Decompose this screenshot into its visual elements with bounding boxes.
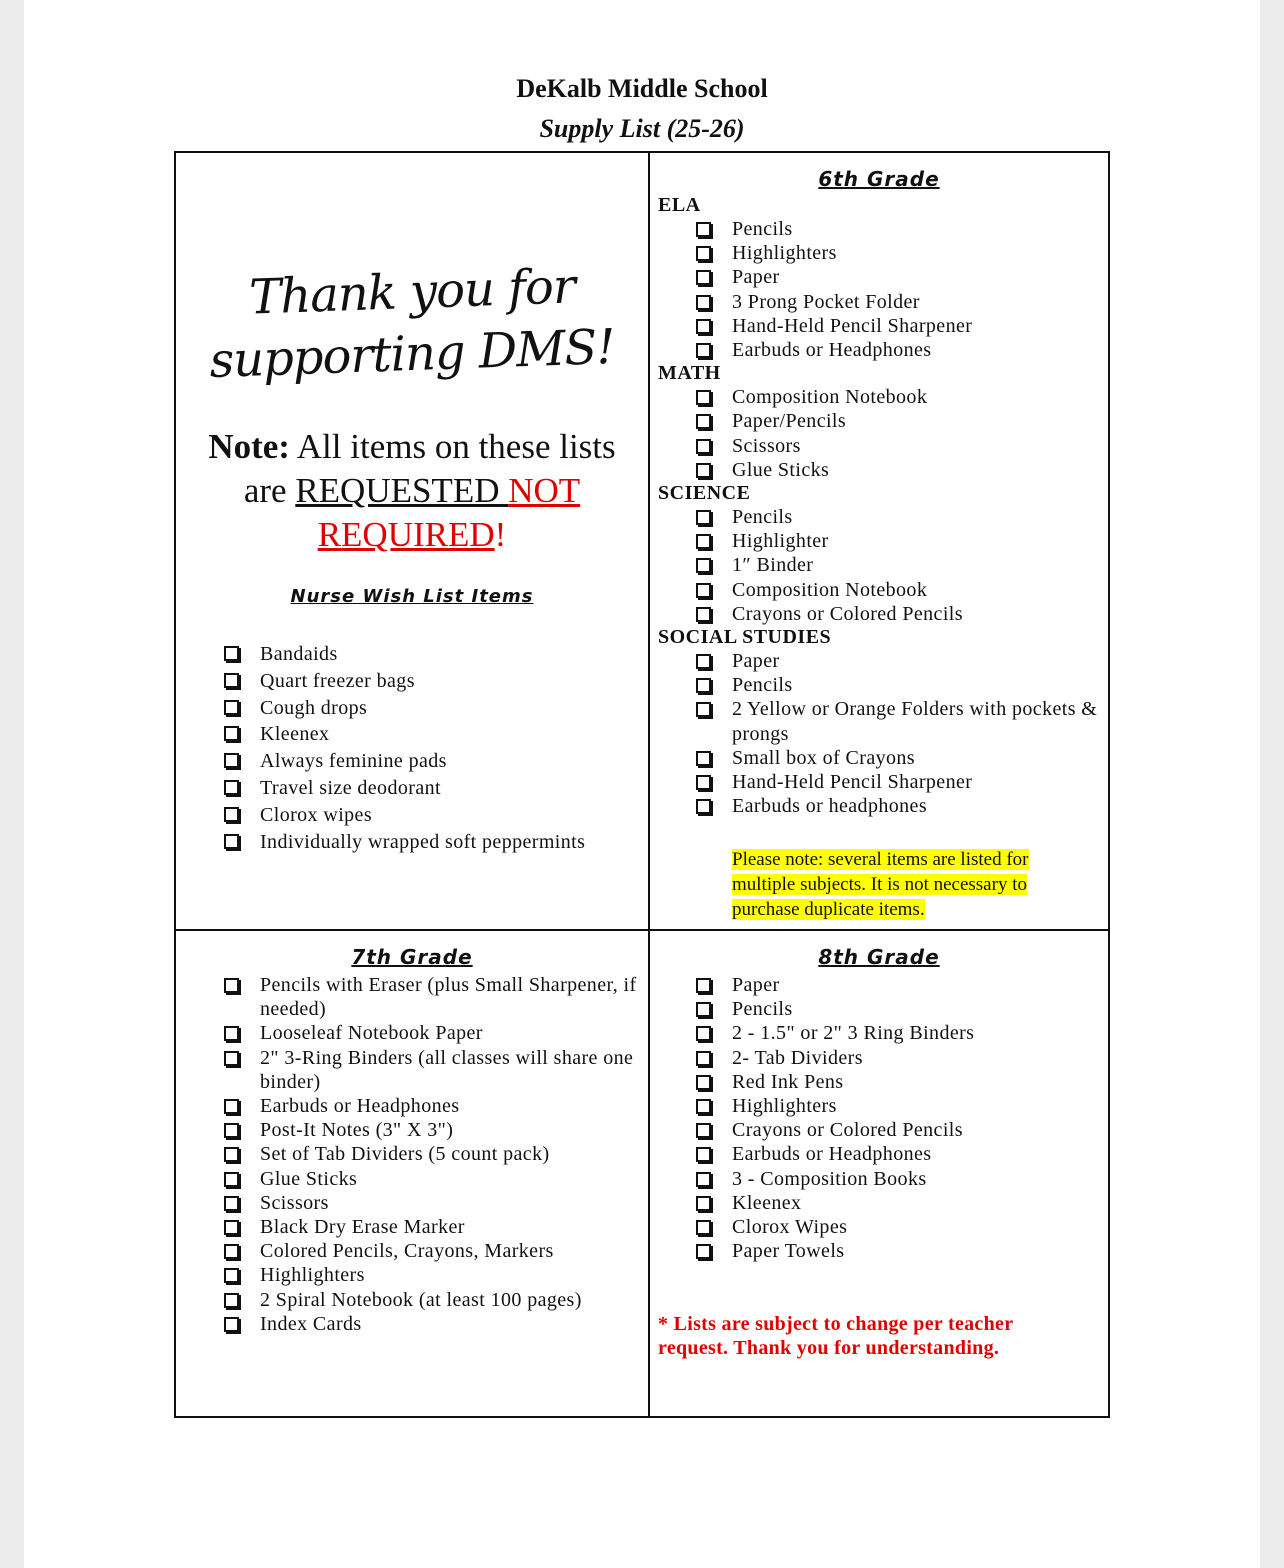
grade-6-heading: 6th Grade bbox=[818, 167, 940, 191]
list-item-label: Highlighters bbox=[260, 1264, 365, 1287]
checkbox-icon bbox=[696, 678, 711, 693]
list-item-label: Looseleaf Notebook Paper bbox=[260, 1022, 483, 1045]
checkbox-icon bbox=[696, 390, 711, 405]
science-list bbox=[696, 505, 1098, 626]
checkbox-icon bbox=[224, 1123, 239, 1138]
list-item bbox=[224, 721, 634, 748]
note-not: NOT bbox=[508, 471, 581, 510]
grade-7-heading: 7th Grade bbox=[351, 945, 473, 969]
list-item bbox=[696, 770, 1098, 794]
list-item-label: Colored Pencils, Crayons, Markers bbox=[260, 1240, 554, 1263]
list-item-label: Highlighters bbox=[732, 242, 837, 265]
list-item-label: Scissors bbox=[732, 434, 801, 457]
list-item bbox=[696, 505, 1098, 529]
list-item bbox=[696, 553, 1098, 577]
checkbox-icon bbox=[696, 702, 711, 717]
checkbox-icon bbox=[696, 583, 711, 598]
list-item-label: Index Cards bbox=[260, 1312, 362, 1335]
social-studies-list bbox=[696, 649, 1098, 818]
checkbox-icon bbox=[224, 834, 239, 849]
grade-8-list bbox=[696, 973, 1096, 1263]
checkbox-icon bbox=[696, 343, 711, 358]
list-item-label: Clorox wipes bbox=[260, 803, 373, 826]
list-item bbox=[224, 1215, 638, 1239]
checkbox-icon bbox=[224, 673, 239, 688]
list-item-label: Crayons or Colored Pencils bbox=[732, 602, 963, 625]
checkbox-icon bbox=[224, 1220, 239, 1235]
list-item bbox=[696, 602, 1098, 626]
list-item bbox=[224, 1239, 638, 1263]
please-note-box bbox=[732, 847, 1092, 922]
list-item bbox=[224, 1312, 638, 1336]
list-item-label: Glue Sticks bbox=[260, 1167, 358, 1190]
list-item-label: Composition Notebook bbox=[732, 578, 928, 601]
list-item-label: 3 - Composition Books bbox=[732, 1167, 927, 1190]
checkbox-icon bbox=[696, 799, 711, 814]
list-item bbox=[224, 1191, 638, 1215]
checkbox-icon bbox=[224, 1026, 239, 1041]
list-item bbox=[224, 1021, 638, 1045]
checkbox-icon bbox=[224, 700, 239, 715]
list-item bbox=[696, 529, 1098, 553]
checkbox-icon bbox=[696, 1026, 711, 1041]
list-item-label: Pencils bbox=[732, 998, 793, 1021]
checkbox-icon bbox=[696, 654, 711, 669]
list-item bbox=[696, 973, 1096, 997]
list-item bbox=[696, 338, 1098, 362]
list-item bbox=[696, 314, 1098, 338]
checkbox-icon bbox=[696, 414, 711, 429]
checkbox-icon bbox=[696, 775, 711, 790]
supply-table bbox=[174, 151, 1110, 1418]
checkbox-icon bbox=[224, 1147, 239, 1162]
checkbox-icon bbox=[224, 780, 239, 795]
list-item-label: Travel size deodorant bbox=[260, 776, 441, 799]
note-block bbox=[186, 425, 638, 557]
list-item-label: Paper bbox=[732, 266, 780, 289]
list-item-label: Highlighter bbox=[732, 530, 829, 553]
checkbox-icon bbox=[224, 1244, 239, 1259]
list-item bbox=[224, 829, 634, 856]
checkbox-icon bbox=[696, 270, 711, 285]
list-item bbox=[224, 1263, 638, 1287]
list-item bbox=[696, 1239, 1096, 1263]
list-item-label: Paper bbox=[732, 650, 780, 673]
ela-list bbox=[696, 217, 1098, 362]
checkbox-icon bbox=[696, 607, 711, 622]
please-note-text: Please note: several items are listed for multiple subjects. It is not necessary to purchase duplicate items. bbox=[732, 849, 1029, 920]
note-exclamation: ! bbox=[494, 515, 507, 554]
checkbox-icon bbox=[224, 1293, 239, 1308]
list-item bbox=[696, 1118, 1096, 1142]
checkbox-icon bbox=[696, 246, 711, 261]
list-item-label: Hand-Held Pencil Sharpener bbox=[732, 314, 973, 337]
list-item bbox=[696, 1191, 1096, 1215]
list-item-label: Earbuds or Headphones bbox=[732, 339, 932, 362]
list-item bbox=[224, 973, 638, 1021]
list-item bbox=[696, 746, 1098, 770]
list-item-label: Always feminine pads bbox=[260, 750, 447, 773]
list-item bbox=[696, 578, 1098, 602]
school-title: DeKalb Middle School bbox=[516, 74, 768, 103]
checkbox-icon bbox=[224, 1099, 239, 1114]
math-list bbox=[696, 385, 1098, 482]
list-item bbox=[224, 1167, 638, 1191]
list-item-label: Kleenex bbox=[260, 723, 330, 746]
checkbox-icon bbox=[696, 1147, 711, 1162]
checkbox-icon bbox=[224, 1172, 239, 1187]
list-item-label: Cough drops bbox=[260, 696, 368, 719]
nurse-wish-list-heading: Nurse Wish List Items bbox=[290, 586, 534, 607]
list-item-label: 2- Tab Dividers bbox=[732, 1046, 863, 1069]
social-studies-label: SOCIAL STUDIES bbox=[658, 626, 832, 649]
list-item-label: Red Ink Pens bbox=[732, 1070, 844, 1093]
checkbox-icon bbox=[696, 978, 711, 993]
list-item bbox=[224, 775, 634, 802]
list-item-label: 2" 3-Ring Binders (all classes will share one binder) bbox=[260, 1046, 634, 1093]
checkbox-icon bbox=[696, 1244, 711, 1259]
checkbox-icon bbox=[696, 751, 711, 766]
table-horizontal-divider bbox=[176, 929, 1108, 931]
nurse-wish-list bbox=[224, 641, 634, 855]
science-label: SCIENCE bbox=[658, 482, 751, 505]
list-item-label: Bandaids bbox=[260, 643, 338, 665]
list-item bbox=[224, 1288, 638, 1312]
list-item-label: Paper Towels bbox=[732, 1240, 845, 1263]
list-item bbox=[696, 265, 1098, 289]
list-item-label: Black Dry Erase Marker bbox=[260, 1216, 465, 1239]
note-required: REQUIRED bbox=[317, 515, 495, 554]
checkbox-icon bbox=[696, 1051, 711, 1066]
list-item bbox=[696, 217, 1098, 241]
supply-list-subtitle: Supply List (25-26) bbox=[539, 114, 745, 143]
disclaimer-text: * Lists are subject to change per teacher request. Thank you for understanding. bbox=[658, 1313, 1014, 1359]
list-item-label: Small box of Crayons bbox=[732, 746, 915, 769]
checkbox-icon bbox=[696, 1099, 711, 1114]
list-item-label: 2 Yellow or Orange Folders with pockets & prongs bbox=[732, 698, 1098, 745]
list-item bbox=[224, 802, 634, 829]
checkbox-icon bbox=[696, 295, 711, 310]
list-item bbox=[696, 409, 1098, 433]
list-item-label: Individually wrapped soft peppermints bbox=[260, 830, 586, 853]
list-item-label: Kleenex bbox=[732, 1191, 802, 1214]
thank-you-message bbox=[196, 258, 628, 390]
list-item bbox=[224, 1094, 638, 1118]
list-item-label: Earbuds or Headphones bbox=[260, 1095, 460, 1118]
list-item bbox=[696, 1046, 1096, 1070]
list-item-label: Quart freezer bags bbox=[260, 669, 415, 692]
list-item-label: Earbuds or headphones bbox=[732, 795, 928, 818]
list-item bbox=[224, 1046, 638, 1094]
list-item-label: Set of Tab Dividers (5 count pack) bbox=[260, 1143, 550, 1166]
grade-7-list bbox=[224, 973, 638, 1336]
grade-6-lists bbox=[658, 194, 1098, 818]
checkbox-icon bbox=[224, 646, 239, 661]
list-item-label: 1″ Binder bbox=[732, 554, 814, 577]
list-item-label: Paper bbox=[732, 974, 780, 996]
list-item-label: Pencils bbox=[732, 674, 793, 697]
list-item bbox=[696, 458, 1098, 482]
list-item bbox=[696, 241, 1098, 265]
list-item bbox=[696, 385, 1098, 409]
list-item bbox=[224, 1118, 638, 1142]
note-are: are bbox=[243, 471, 296, 510]
checkbox-icon bbox=[696, 558, 711, 573]
list-item bbox=[696, 290, 1098, 314]
thank-you-line-1: Thank you for bbox=[248, 258, 576, 326]
list-item-label: Clorox Wipes bbox=[732, 1216, 848, 1239]
list-item bbox=[224, 748, 634, 775]
checkbox-icon bbox=[696, 510, 711, 525]
list-item bbox=[696, 673, 1098, 697]
checkbox-icon bbox=[224, 1196, 239, 1211]
checkbox-icon bbox=[224, 753, 239, 768]
list-item-label: Pencils bbox=[732, 218, 793, 240]
list-item bbox=[224, 1142, 638, 1166]
list-item bbox=[696, 1021, 1096, 1045]
list-item-label: Hand-Held Pencil Sharpener bbox=[732, 771, 973, 794]
list-item-label: Earbuds or Headphones bbox=[732, 1143, 932, 1166]
list-item-label: Paper/Pencils bbox=[732, 410, 847, 433]
checkbox-icon bbox=[696, 1172, 711, 1187]
grade-8-heading: 8th Grade bbox=[818, 945, 940, 969]
math-label: MATH bbox=[658, 362, 721, 385]
list-item-label: 3 Prong Pocket Folder bbox=[732, 290, 920, 313]
checkbox-icon bbox=[696, 439, 711, 454]
checkbox-icon bbox=[696, 222, 711, 237]
thank-you-line-2: supporting DMS! bbox=[208, 318, 616, 390]
list-item-label: Scissors bbox=[260, 1191, 329, 1214]
ela-label: ELA bbox=[658, 194, 701, 216]
note-requested: REQUESTED bbox=[295, 471, 500, 510]
checkbox-icon bbox=[224, 978, 239, 993]
checkbox-icon bbox=[224, 1317, 239, 1332]
list-item bbox=[696, 794, 1098, 818]
checkbox-icon bbox=[224, 726, 239, 741]
checkbox-icon bbox=[696, 319, 711, 334]
list-item-label: 2 Spiral Notebook (at least 100 pages) bbox=[260, 1288, 582, 1311]
note-text: All items on these lists bbox=[289, 427, 616, 466]
checkbox-icon bbox=[696, 463, 711, 478]
list-item bbox=[696, 697, 1098, 745]
table-vertical-divider bbox=[648, 153, 650, 1416]
note-label: Note: bbox=[208, 427, 290, 466]
checkbox-icon bbox=[224, 1051, 239, 1066]
list-item-label: Pencils with Eraser (plus Small Sharpener, if needed) bbox=[260, 974, 637, 1021]
list-item bbox=[224, 641, 634, 668]
list-item bbox=[696, 1167, 1096, 1191]
checkbox-icon bbox=[696, 1075, 711, 1090]
list-item bbox=[696, 1142, 1096, 1166]
checkbox-icon bbox=[696, 1220, 711, 1235]
list-item-label: Crayons or Colored Pencils bbox=[732, 1119, 963, 1142]
list-item bbox=[224, 668, 634, 695]
list-item bbox=[696, 1070, 1096, 1094]
list-item-label: Composition Notebook bbox=[732, 386, 928, 409]
list-item bbox=[696, 1094, 1096, 1118]
list-item bbox=[696, 997, 1096, 1021]
list-item-label: Highlighters bbox=[732, 1095, 837, 1118]
list-item bbox=[696, 434, 1098, 458]
list-item bbox=[696, 1215, 1096, 1239]
checkbox-icon bbox=[224, 807, 239, 822]
checkbox-icon bbox=[696, 1123, 711, 1138]
list-item-label: 2 - 1.5" or 2" 3 Ring Binders bbox=[732, 1022, 975, 1045]
checkbox-icon bbox=[224, 1268, 239, 1283]
checkbox-icon bbox=[696, 1196, 711, 1211]
list-item bbox=[224, 695, 634, 722]
list-item bbox=[696, 649, 1098, 673]
list-item-label: Glue Sticks bbox=[732, 458, 830, 481]
list-item-label: Post-It Notes (3" X 3") bbox=[260, 1119, 454, 1142]
checkbox-icon bbox=[696, 534, 711, 549]
checkbox-icon bbox=[696, 1002, 711, 1017]
list-item-label: Pencils bbox=[732, 506, 793, 529]
